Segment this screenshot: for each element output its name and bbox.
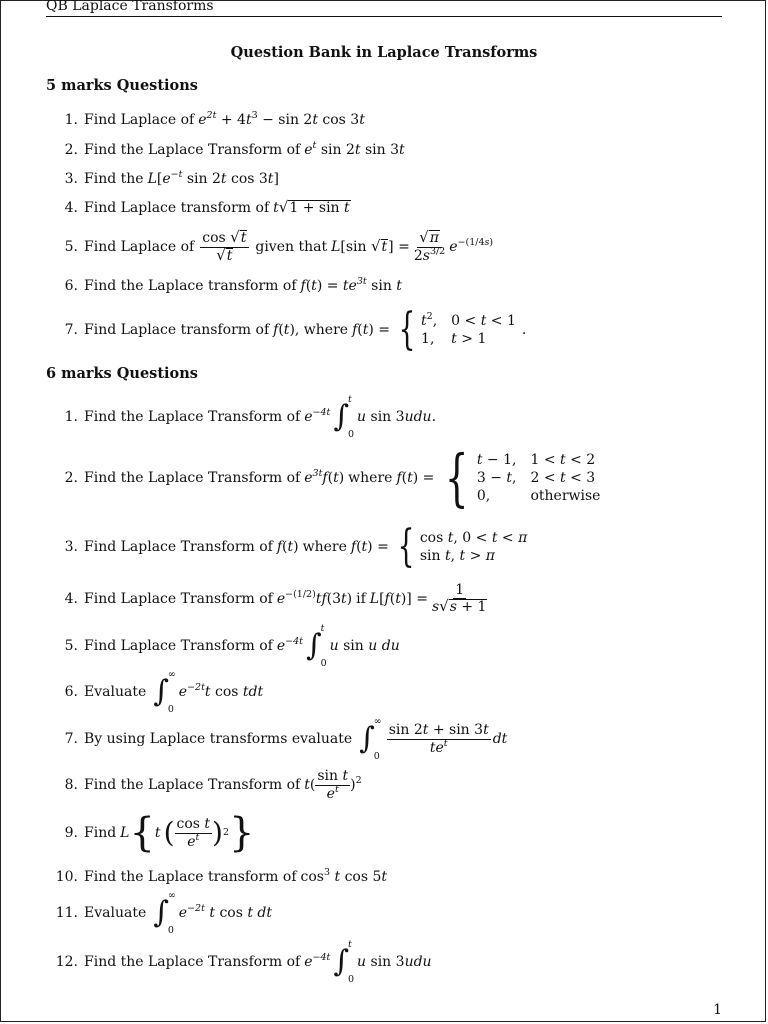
question-6m-6 (0, 670, 700, 714)
question-6m-8 (0, 763, 700, 807)
question-text: Find (84, 825, 117, 841)
math-expression: f(t) = (350, 539, 389, 555)
question-text: Find Laplace of (84, 112, 195, 128)
question-6m-4 (0, 577, 700, 621)
question-text: Find the Laplace transform of (84, 278, 297, 294)
question-number: 1. (64, 112, 78, 128)
math-expression: $e^{-(1/4s)}$ (449, 237, 494, 255)
piecewise-cases: { t − 1, 1 < t < 2 3 − t, 2 < t < 3 0, otherwise (445, 441, 601, 514)
question-text: Find Laplace transform of (84, 322, 270, 338)
question-text: By using Laplace transforms evaluate (84, 731, 353, 747)
math-expression: $f(t) = te^{3t}$ sin t (300, 276, 402, 294)
question-number: 11. (55, 905, 78, 921)
section-heading-5-marks: 5 marks Questions (46, 77, 198, 94)
question-text: Find Laplace Transform of (84, 590, 273, 607)
math-expression: u sin 3udu. (357, 409, 437, 425)
fraction: 1 s √ s + 1 (431, 582, 487, 616)
question-text: Find the (84, 171, 144, 187)
question-connector: where (302, 539, 347, 555)
fraction: $\frac{\text{sin t}}{e^t}$ (317, 768, 349, 802)
question-number: 2. (64, 142, 78, 158)
question-6m-7 (0, 717, 700, 761)
question-number: 5. (64, 239, 78, 255)
question-text: Evaluate (84, 905, 147, 921)
integral: ∫ t 0 (305, 623, 327, 669)
question-6m-11 (0, 891, 700, 935)
question-number: 6. (64, 684, 78, 700)
math-expression: $e^{2t} + 4t^3 - \sin 2t$ cos 3t (198, 110, 365, 128)
question-text: Find the Laplace transform of (84, 869, 297, 885)
question-number: 8. (64, 777, 78, 793)
question-6m-3 (0, 521, 700, 572)
math-expression: dt (492, 731, 508, 747)
question-text: Find the Laplace Transform of (84, 409, 301, 425)
integral: ∫ t 0 (333, 394, 355, 440)
question-text: Find the Laplace Transform of (84, 954, 301, 970)
integral: ∫ ∞ 0 (359, 716, 382, 762)
question-number: 7. (64, 731, 78, 747)
math-expression: $e^{-(1/2)}tf(3t)$ (276, 588, 353, 607)
question-number: 3. (64, 171, 78, 187)
header-rule (46, 16, 722, 17)
integral: ∫ ∞ 0 (153, 669, 176, 715)
question-6m-9 (0, 810, 700, 856)
math-expression: $e^{3t}f(t)$ (304, 468, 345, 486)
question-6m-2 (0, 441, 700, 514)
question-number: 1. (64, 409, 78, 425)
question-5m-4 (0, 188, 700, 228)
question-text: Find Laplace of (84, 239, 195, 255)
math-expression: $e^{-4t}$ (304, 407, 331, 425)
question-5m-5 (0, 227, 700, 267)
math-expression: L[f(t)] = (369, 590, 428, 607)
fraction: $\frac{\sin 2t + \sin 3t}{te^t}$ (388, 722, 489, 756)
piecewise-cases: { cos t, 0 < t < π sin t, t > π (397, 521, 528, 572)
integral: ∫ t 0 (333, 939, 355, 985)
question-text: Find Laplace Transform of (84, 638, 273, 654)
math-expression: f(t) = (352, 322, 391, 338)
math-expression: u sin u du (329, 638, 400, 654)
question-number: 3. (64, 539, 78, 555)
math-expression: $e^{-4t}$ (304, 952, 331, 970)
question-number: 4. (64, 199, 78, 216)
math-expression: $\cos^3 t$ cos 5t (300, 867, 388, 885)
math-expression: f(t) = (396, 470, 435, 486)
question-6m-5 (0, 624, 700, 668)
math-expression: t( (304, 777, 316, 793)
question-connector: given that (255, 239, 328, 255)
math-expression: u sin 3udu (357, 954, 432, 970)
question-6m-12 (0, 940, 700, 984)
question-number: 4. (64, 591, 78, 607)
question-5m-6 (0, 266, 700, 306)
page-number: 1 (713, 1002, 722, 1018)
running-header: QB Laplace Transforms (46, 0, 214, 14)
math-expression: $e^{-2t}$ t cos t dt (178, 903, 273, 921)
question-number: 12. (55, 954, 78, 970)
question-text: Find the Laplace Transform of (84, 470, 301, 486)
question-number: 6. (64, 278, 78, 294)
math-expression: t √ 1 + sin t (273, 197, 350, 216)
section-heading-6-marks: 6 marks Questions (46, 365, 198, 382)
question-number: 9. (64, 825, 78, 841)
question-text: Evaluate (84, 684, 147, 700)
question-connector: where (348, 470, 393, 486)
math-expression: $e^t$ sin 2t sin 3t (304, 140, 405, 158)
math-expression: )$^2$ (350, 775, 362, 793)
question-number: 7. (64, 322, 78, 338)
question-connector: if (356, 590, 366, 607)
question-text: Find the Laplace Transform of (84, 777, 301, 793)
question-connector: , where (294, 322, 349, 338)
question-number: 2. (64, 470, 78, 486)
question-5m-7: 7. Find Laplace transform of f(t) , where f(t) = { $t^2$, 0 < t < 1 1, t > 1 . (0, 308, 700, 352)
otherwise-label: otherwise (530, 488, 601, 504)
fraction: √ π $2s^{3/2}$ (413, 228, 446, 264)
question-6m-1 (0, 395, 700, 439)
integral: ∫ ∞ 0 (153, 890, 176, 936)
math-expression: f(t) (276, 539, 299, 555)
math-expression: L { t ( $\frac{\text{cos t}}{e^t}$ ) 2 } (120, 810, 255, 856)
question-number: 5. (64, 638, 78, 654)
math-expression: L[sin √ t ] = (331, 236, 410, 255)
question-number: 10. (55, 869, 78, 885)
question-text: Find Laplace Transform of (84, 539, 273, 555)
math-expression: $e^{-2t}t$ cos tdt (178, 682, 264, 700)
math-expression: $e^{-4t}$ (276, 636, 303, 654)
piecewise-cases: { $t^2$, 0 < t < 1 1, t > 1 (398, 304, 516, 355)
question-text: Find the Laplace Transform of (84, 142, 301, 158)
math-expression: f(t) (273, 322, 295, 338)
question-text: Find Laplace transform of (84, 199, 270, 216)
document-title: Question Bank in Laplace Transforms (230, 44, 538, 61)
math-expression: $L[e^{-t}$ sin 2t cos 3t] (147, 169, 279, 187)
fraction: cos √ t √ t (200, 230, 249, 264)
